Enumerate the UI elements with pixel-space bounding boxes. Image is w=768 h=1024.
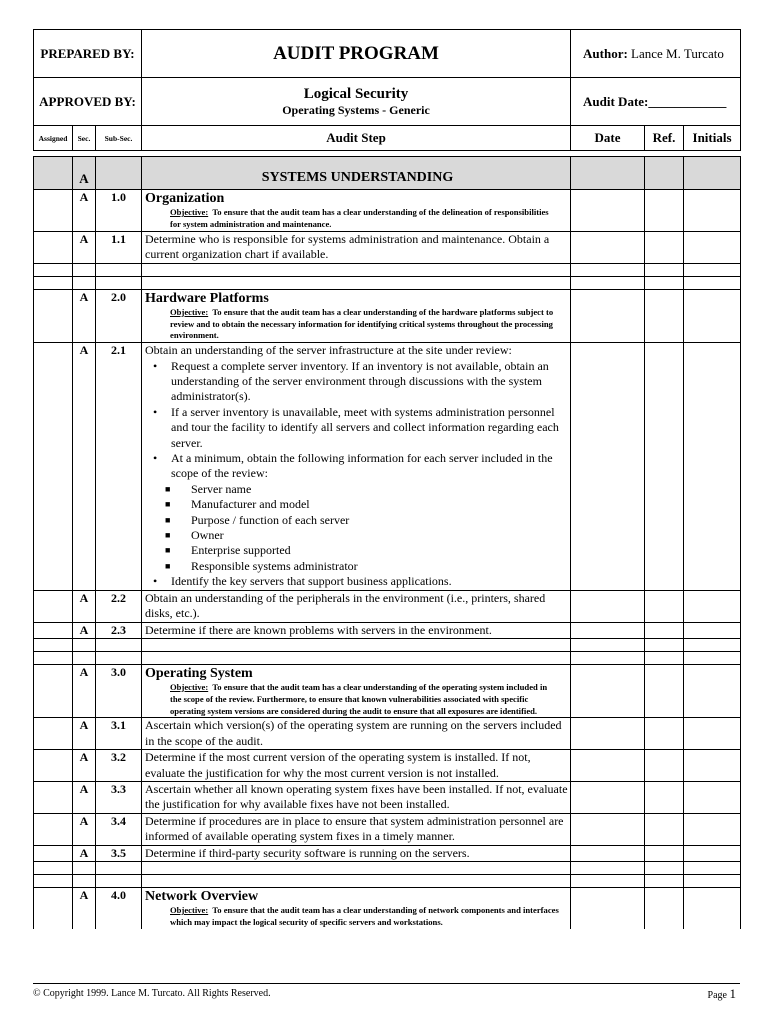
col-subsec: Sub-Sec. bbox=[96, 126, 142, 151]
square-bullet-icon: ■ bbox=[165, 514, 171, 525]
audit-step-cell: Obtain an understanding of the peripherals in the environment (i.e., printers, shared disks, etc.). bbox=[142, 590, 571, 622]
bullet-icon: • bbox=[153, 574, 158, 589]
audit-step-cell: Determine if there are known problems with servers in the environment. bbox=[142, 622, 571, 638]
sec-cell: A bbox=[73, 887, 96, 928]
subsec-cell: 2.1 bbox=[96, 343, 142, 591]
subsec-cell: 3.0 bbox=[96, 664, 142, 717]
list-item: • Request a complete server inventory. If an inventory is not available, obtain an understanding of the server environment through discussions with the system administrator(s). bbox=[153, 358, 549, 404]
assigned-cell bbox=[34, 157, 73, 190]
spacer-row bbox=[34, 263, 741, 276]
sec-cell: A bbox=[73, 781, 96, 813]
list-item: • If a server inventory is unavailable, meet with systems administration personnel and tour the facility to identify all servers and collect information regarding each server. bbox=[153, 404, 559, 450]
author-cell bbox=[571, 30, 741, 78]
approved-by-label: APPROVED BY: bbox=[34, 78, 142, 126]
audit-step-cell: Determine if procedures are in place to ensure that system administration personnel are informed of available operating system fixes in a timely manner. bbox=[142, 813, 571, 845]
table-row bbox=[34, 718, 741, 750]
table-row bbox=[34, 190, 741, 232]
audit-step-cell: Determine if the most current version of the operating system is installed. If not, evaluate the justification for why the most current version is not installed. bbox=[142, 750, 571, 782]
sec-cell: A bbox=[73, 289, 96, 342]
spacer-row bbox=[34, 651, 741, 664]
section-title: SYSTEMS UNDERSTANDING bbox=[142, 157, 571, 190]
audit-step-cell: Obtain an understanding of the server infrastructure at the site under review: • Request a complete server inventory. If an inventory is not available, obtain an understanding of the server environment through discussions with the system administrator(s). • If a server inventory is unavailable, meet with systems administration personnel and tour the facility to identify all servers and collect information regarding each server. • At a minimum, obtain the following information for each server included in the scope of the review: ■ Server name ■ Manufacturer and model ■ Purpose / function of each server ■ Owner ■ Enterprise supported ■ Responsible systems administrator • Identify the key servers that support business applications. bbox=[142, 343, 571, 591]
audit-step-cell: Determine who is responsible for systems administration and maintenance. Obtain a current organization chart if available. bbox=[142, 232, 571, 264]
subsec-cell: 2.2 bbox=[96, 590, 142, 622]
table-row bbox=[34, 813, 741, 845]
list-item: • At a minimum, obtain the following information for each server included in the scope of the review: bbox=[153, 451, 553, 481]
subsec-cell: 2.3 bbox=[96, 622, 142, 638]
spacer-row bbox=[34, 276, 741, 289]
sub-bullet-list bbox=[145, 482, 570, 574]
list-item: ■ Purpose / function of each server bbox=[165, 512, 350, 527]
square-bullet-icon: ■ bbox=[165, 545, 171, 556]
objective-text: Objective: To ensure that the audit team has a clear understanding of the delineation of responsibilities for system administration and maintenance. bbox=[170, 207, 549, 229]
section-header-row bbox=[34, 157, 741, 190]
sec-cell: A bbox=[73, 718, 96, 750]
list-item: ■ Manufacturer and model bbox=[165, 497, 310, 512]
sec-cell: A bbox=[73, 664, 96, 717]
step-heading: Hardware Platforms bbox=[145, 290, 269, 306]
page-number: Page 1 bbox=[707, 986, 736, 1001]
table-row bbox=[34, 781, 741, 813]
objective-text: Objective: To ensure that the audit team has a clear understanding of network components and interfaces which may impact the logical security of specific servers and workstations. bbox=[170, 904, 559, 927]
subsec-cell: 2.0 bbox=[96, 289, 142, 342]
subsec-cell: 3.3 bbox=[96, 781, 142, 813]
audit-step-cell: Determine if third-party security software is running on the servers. bbox=[142, 845, 571, 861]
audit-step-cell bbox=[142, 887, 571, 928]
subtitle-secondary: Operating Systems - Generic bbox=[282, 103, 430, 117]
col-initials: Initials bbox=[684, 126, 741, 151]
step-heading: Network Overview bbox=[145, 888, 259, 904]
table-row bbox=[34, 289, 741, 342]
bullet-list bbox=[145, 574, 570, 589]
list-item: ■ Responsible systems administrator bbox=[165, 558, 358, 573]
square-bullet-icon: ■ bbox=[165, 530, 171, 541]
prepared-by-label: PREPARED BY: bbox=[34, 30, 142, 78]
square-bullet-icon: ■ bbox=[165, 483, 171, 494]
copyright-text: © Copyright 1999. Lance M. Turcato. All Rights Reserved. bbox=[33, 988, 271, 999]
sec-cell: A bbox=[73, 157, 96, 190]
footer-rule bbox=[33, 983, 740, 984]
col-date: Date bbox=[571, 126, 645, 151]
bullet-list bbox=[145, 359, 570, 482]
sec-cell: A bbox=[73, 622, 96, 638]
list-item: ■ Owner bbox=[165, 528, 224, 543]
bullet-icon: • bbox=[153, 358, 158, 373]
audit-step-cell bbox=[142, 289, 571, 342]
table-row bbox=[34, 845, 741, 861]
audit-step-cell bbox=[142, 664, 571, 717]
subtitle-cell bbox=[142, 78, 571, 126]
list-item: ■ Server name bbox=[165, 481, 252, 496]
audit-step-cell bbox=[142, 190, 571, 232]
audit-header bbox=[33, 29, 741, 151]
objective-text: Objective: To ensure that the audit team has a clear understanding of the hardware platforms subject to review and to obtain the necessary information for identifying critical systems throughout the processing environment. bbox=[170, 306, 554, 341]
sec-cell: A bbox=[73, 190, 96, 232]
table-row bbox=[34, 590, 741, 622]
step-heading: Organization bbox=[145, 191, 225, 206]
table-row bbox=[34, 887, 741, 928]
audit-date-field: Audit Date:____________ bbox=[571, 78, 741, 126]
author-label: Author: bbox=[583, 45, 628, 61]
spacer-row bbox=[34, 638, 741, 651]
objective-text: Objective: To ensure that the audit team has a clear understanding of the operating system included in the scope of the review. Furthermore, to ensure that known vulnerabilities associated with specific operating system versions are considered during the audit to ensure that all exposures are identified. bbox=[170, 681, 548, 716]
sec-cell: A bbox=[73, 232, 96, 264]
table-row bbox=[34, 232, 741, 264]
square-bullet-icon: ■ bbox=[165, 560, 171, 571]
step-heading: Operating System bbox=[145, 665, 253, 681]
spacer-row bbox=[34, 874, 741, 887]
spacer-row bbox=[34, 861, 741, 874]
sec-cell: A bbox=[73, 750, 96, 782]
subsec-cell bbox=[96, 157, 142, 190]
col-ref: Ref. bbox=[645, 126, 684, 151]
bullet-icon: • bbox=[153, 404, 158, 419]
sec-cell: A bbox=[73, 343, 96, 591]
author-name: Lance M. Turcato bbox=[631, 45, 724, 61]
subsec-cell: 3.2 bbox=[96, 750, 142, 782]
table-row bbox=[34, 664, 741, 717]
list-item: • Identify the key servers that support business applications. bbox=[153, 574, 452, 589]
audit-step-cell: Ascertain whether all known operating system fixes have been installed. If not, evaluate the justification for why available fixes have not been installed. bbox=[142, 781, 571, 813]
subsec-cell: 3.5 bbox=[96, 845, 142, 861]
table-row bbox=[34, 622, 741, 638]
col-audit-step: Audit Step bbox=[142, 126, 571, 151]
table-row bbox=[34, 343, 741, 591]
document-title: AUDIT PROGRAM bbox=[142, 30, 571, 78]
subsec-cell: 3.4 bbox=[96, 813, 142, 845]
sec-cell: A bbox=[73, 590, 96, 622]
sec-cell: A bbox=[73, 845, 96, 861]
subsec-cell: 3.1 bbox=[96, 718, 142, 750]
col-assigned: Assigned bbox=[34, 126, 73, 151]
subtitle: Logical Security bbox=[303, 86, 409, 102]
sec-cell: A bbox=[73, 813, 96, 845]
table-row bbox=[34, 750, 741, 782]
audit-steps-table bbox=[33, 156, 741, 929]
list-item: ■ Enterprise supported bbox=[165, 543, 291, 558]
subsec-cell: 4.0 bbox=[96, 887, 142, 928]
subsec-cell: 1.1 bbox=[96, 232, 142, 264]
subsec-cell: 1.0 bbox=[96, 190, 142, 232]
square-bullet-icon: ■ bbox=[165, 499, 171, 510]
audit-step-cell: Ascertain which version(s) of the operating system are running on the servers included in the scope of the audit. bbox=[142, 718, 571, 750]
col-sec: Sec. bbox=[73, 126, 96, 151]
bullet-icon: • bbox=[153, 451, 158, 466]
